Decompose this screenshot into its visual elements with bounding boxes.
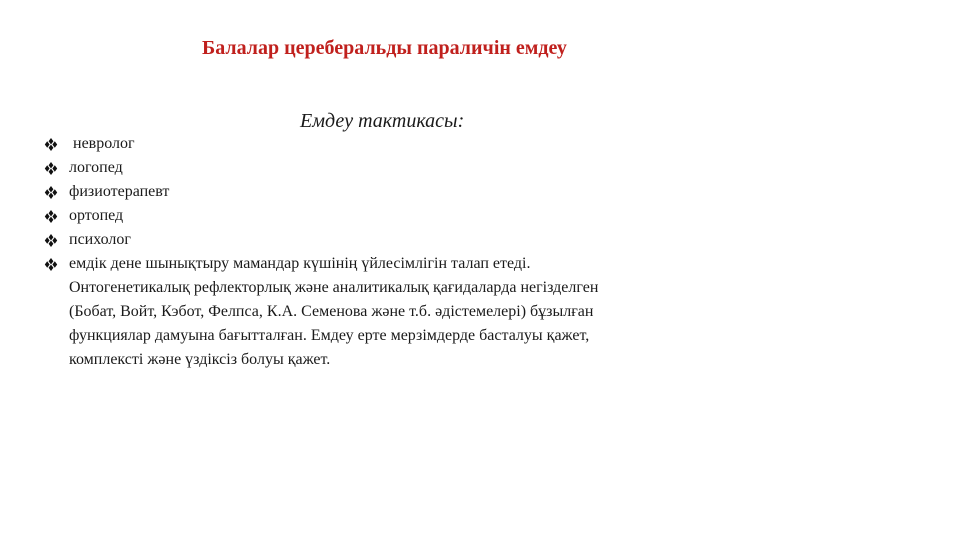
list-item-text: ортопед	[69, 207, 124, 224]
list-item	[44, 132, 764, 156]
diamond-cluster-icon	[44, 186, 58, 199]
diamond-cluster-icon	[44, 234, 58, 247]
list-item-text: логопед	[69, 159, 123, 176]
diamond-cluster-icon	[44, 138, 58, 151]
list-item-text: невролог	[73, 135, 135, 152]
diamond-cluster-icon	[44, 210, 58, 223]
list-item	[44, 156, 764, 180]
list-item	[44, 204, 764, 228]
diamond-cluster-icon	[44, 162, 58, 175]
list-item-text: физиотерапевт	[69, 183, 170, 200]
diamond-cluster-icon	[44, 258, 58, 271]
list-item	[44, 252, 764, 372]
list-item-text: психолог	[69, 231, 131, 248]
bullet-list	[44, 132, 764, 372]
list-item-text: емдік дене шынықтыру мамандар күшінің үйлесімлігін талап етеді. Онтогенетикалық рефлекторлық және аналитикалық қағидаларда негізделген (Бобат, Войт, Кэбот, Фелпса, К.А. Семенова және т.б. әдістемелері) бұзылған функциялар дамуына бағытталған. Емдеу ерте мерзімдерде басталуы қажет, комплексті және үздіксіз болуы қажет.	[69, 255, 599, 368]
slide-title: Балалар цереберальды параличін емдеу	[202, 37, 567, 59]
slide-subtitle: Емдеу тактикасы:	[300, 110, 465, 132]
list-item	[44, 180, 764, 204]
list-item	[44, 228, 764, 252]
